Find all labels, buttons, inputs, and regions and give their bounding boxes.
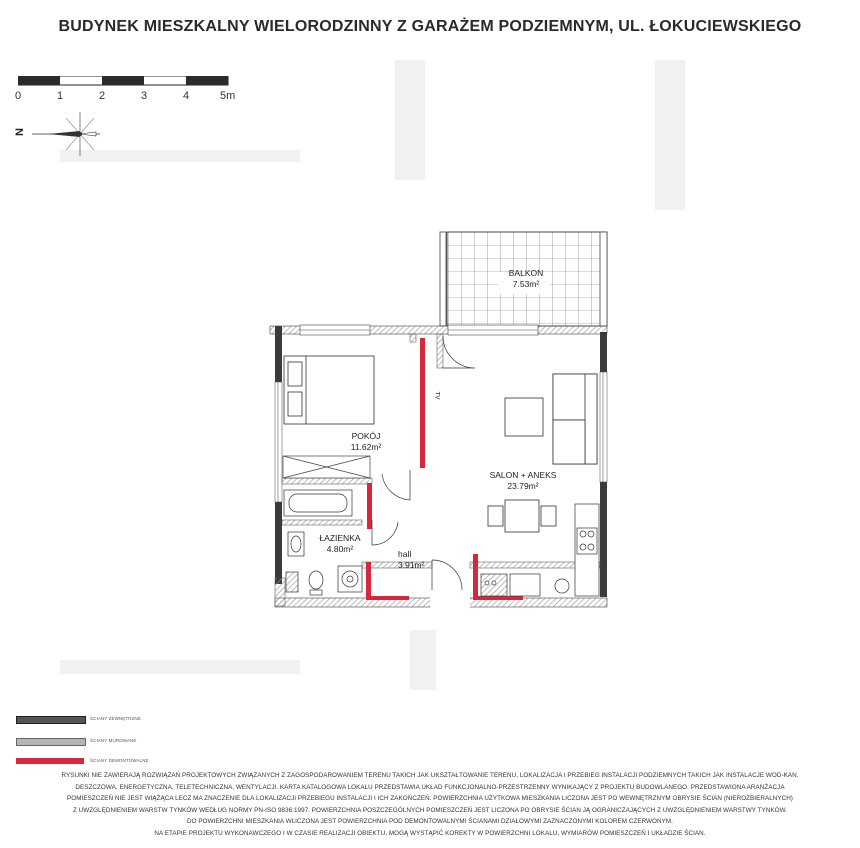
note-line: DO POWIERZCHNI MIESZKANIA WLICZONA JEST POWIERZCHNIA POD DEMONTOWALNYMI ŚCIANAMI DZIAŁOWYMI ZAZNACZONYMI KOLOREM CZERWONYM. (187, 818, 673, 826)
note-line: POMIESZCZEŃ NIE JEST WIĄŻĄCA LECZ MA ZNACZENIE DLA LOKALIZACJI PRZEBIEGU INSTALACJI I ICH ZAKOŃCZEŃ. POWIERZCHNIA UŻYTKOWA MIESZKANIA LICZONA JEST PO WEWNĘTRZNYM OBRYSIE ŚCIAN (NIEROZBIERALNYCH) (67, 795, 793, 803)
room-area: 11.62m² (350, 442, 382, 452)
page-title: BUDYNEK MIESZKALNY WIELORODZINNY Z GARAŻEM PODZIEMNYM, UL. ŁOKUCIEWSKIEGO (58, 18, 802, 35)
room-name: hall (398, 549, 412, 559)
legend-label: ŚCIANY DEMONTOWALNE (90, 758, 149, 763)
note-line: DESZCZOWA, ENERGETYCZNA, TELETECHNICZNA, WENTYLACJI. KARTA KATALOGOWA LOKALU PRZEDSTAWIA UKŁAD FUNKCJONALNO-PRZESTRZENNY WYNIKAJĄCY Z PROJEKTU BUDOWLANEGO. PRZEDSTAWIONA ARANŻACJA (75, 783, 785, 791)
demountable-walls (366, 338, 523, 600)
wardrobe (283, 456, 370, 478)
coffee-table (505, 398, 543, 436)
scale-tick-label: 3 (141, 90, 148, 102)
room-area: 7.53m² (512, 279, 540, 289)
room-area: 4.80m² (326, 544, 354, 554)
legend-label: ŚCIANY ZEWNĘTRZNE (90, 716, 141, 721)
scale-tick-label: 4 (183, 90, 190, 102)
legend-swatch-exterior (16, 716, 86, 724)
legend (16, 714, 176, 769)
background-shadow (655, 60, 685, 210)
legend-label: ŚCIANY MUROWANE (90, 738, 137, 743)
room-label-balkon (488, 268, 564, 290)
scale-tick-label: 0 (15, 90, 22, 102)
room-name: SALON + ANEKS (489, 470, 557, 480)
notes (10, 770, 850, 840)
sofa (553, 374, 597, 464)
note-line: Z UWZGLĘDNIENIEM WARSTW TYNKÓW WEDŁUG NORMY PN-ISO 9836:1997. POWIERZCHNIA POSZCZEGÓLNYCH POMIESZCZEŃ JEST LICZONA PO OBRYSIE ŚCIAN JĄ OGRANICZAJĄCYCH Z UWZGLĘDNIENIEM WARSTWY TYNKÓW. (72, 806, 788, 814)
room-label-salon (468, 470, 578, 492)
room-name: POKÓJ (351, 431, 381, 441)
background-shadow (410, 630, 436, 690)
background-shadow (60, 660, 300, 674)
bed (284, 356, 374, 424)
tv-label: TV (433, 391, 440, 400)
room-label-lazienka (302, 533, 378, 555)
scale-tick-label: 2 (99, 90, 106, 102)
room-label-pokoj (328, 431, 404, 453)
scale-bar (18, 76, 230, 86)
room-area: 3.91m² (398, 560, 425, 570)
north-label: N (13, 128, 26, 136)
scale-tick-label: 5m (220, 90, 236, 102)
dining-set (488, 500, 556, 532)
room-label-hall (398, 549, 442, 571)
note-line: RYSUNKI NIE ZAWIERAJĄ ROZWIĄZAŃ PROJEKTOWYCH ZWIĄZANYCH Z ZAGOSPODAROWANIEM TERENU TAKICH JAK UKSZTAŁTOWANIE TERENU, LOKALIZACJA I PRZEBIEG INSTALACJI PODZIEMNYCH TAKICH JAK INSTALACJE WOD-KAN, (61, 772, 799, 779)
legend-swatch-masonry (16, 738, 86, 746)
background-shadow (395, 60, 425, 180)
scale-tick-label: 1 (57, 90, 64, 102)
room-name: BALKON (508, 268, 544, 278)
compass-rose-icon (28, 108, 108, 158)
note-line: NA ETAPIE PROJEKTU WYKONAWCZEGO I W CZASIE REALIZACJI OBIEKTU, MOGĄ WYSTĄPIĆ KOREKTY W POWIERZCHNI LOKALU, WYMIARÓW POMIESZCZEŃ I UKŁADZIE ŚCIAN. (154, 829, 706, 837)
room-area: 23.79m² (507, 481, 539, 491)
room-name: ŁAZIENKA (319, 533, 361, 543)
legend-swatch-demountable (16, 758, 84, 764)
